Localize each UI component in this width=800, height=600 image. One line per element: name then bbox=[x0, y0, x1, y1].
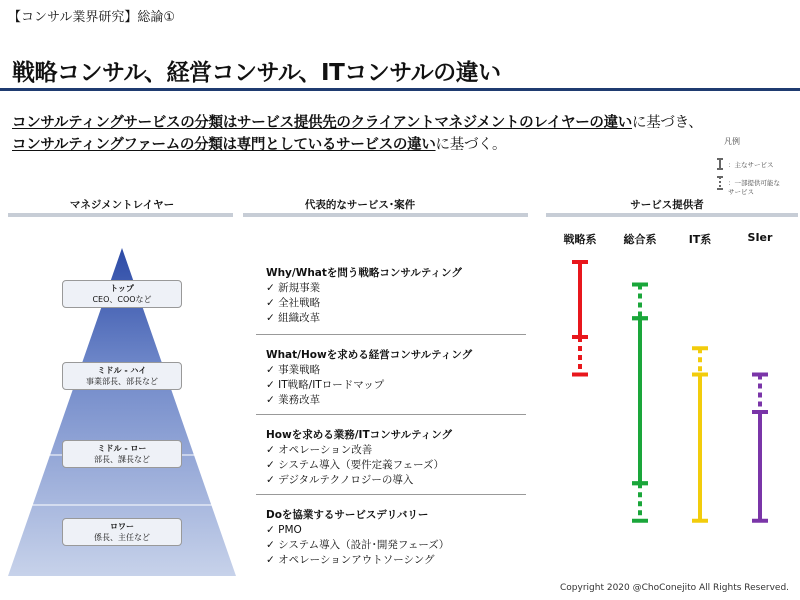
management-layer-heading: マネジメントレイヤー bbox=[69, 199, 175, 211]
layer-title: トップ bbox=[110, 284, 134, 293]
legend-partial-icon bbox=[716, 176, 724, 190]
check-icon: ✓ bbox=[266, 554, 275, 566]
layer-middle-low bbox=[62, 440, 182, 468]
check-icon: ✓ bbox=[266, 459, 275, 471]
summary-emphasis-2: コンサルティングファームの分類は専門としているサービスの違い bbox=[12, 137, 436, 153]
service-title: Why/Whatを問う戦略コンサルティング bbox=[266, 267, 462, 279]
service-divider bbox=[256, 334, 526, 335]
layer-desc: 事業部長、部長など bbox=[86, 377, 158, 386]
providers-rule bbox=[546, 213, 798, 217]
service-divider bbox=[256, 494, 526, 495]
provider-general: 総合系 bbox=[623, 233, 657, 246]
provider-coverage-chart bbox=[546, 250, 800, 580]
service-item: ✓ オペレーションアウトソーシング bbox=[266, 554, 435, 566]
provider-it: IT系 bbox=[688, 233, 712, 246]
summary-rest-1: に基づき、 bbox=[632, 115, 703, 131]
service-title: Howを求める業務/ITコンサルティング bbox=[266, 429, 453, 441]
copyright: Copyright 2020 @ChoConejito All Rights Reserved. bbox=[560, 583, 790, 593]
service-divider bbox=[256, 414, 526, 415]
title-divider bbox=[0, 88, 800, 91]
service-delivery bbox=[266, 508, 526, 568]
layer-middle-high bbox=[62, 362, 182, 390]
breadcrumb: 【コンサル業界研究】総論① bbox=[8, 10, 176, 25]
page-title: 戦略コンサル、経営コンサル、ITコンサルの違い bbox=[12, 60, 501, 86]
service-item: ✓ 業務改革 bbox=[266, 394, 321, 406]
summary-emphasis-1: コンサルティングサービスの分類はサービス提供先のクライアントマネジメントのレイヤーの違い bbox=[12, 115, 633, 131]
layer-lower bbox=[62, 518, 182, 546]
summary-rest-2: に基づく。 bbox=[435, 137, 507, 153]
layer-top bbox=[62, 280, 182, 308]
service-item: ✓ IT戦略/ITロードマップ bbox=[266, 379, 385, 391]
services-rule bbox=[243, 213, 528, 217]
service-management bbox=[266, 348, 526, 408]
legend-partial-label: ：一部提供可能な bbox=[728, 179, 780, 187]
service-title: What/Howを求める経営コンサルティング bbox=[266, 349, 473, 361]
check-icon: ✓ bbox=[266, 297, 275, 309]
layer-desc: CEO、COOなど bbox=[92, 295, 152, 304]
check-icon: ✓ bbox=[266, 312, 275, 324]
management-layer-rule bbox=[8, 213, 233, 217]
check-icon: ✓ bbox=[266, 282, 275, 294]
check-icon: ✓ bbox=[266, 444, 275, 456]
check-icon: ✓ bbox=[266, 539, 275, 551]
layer-title: ミドル - ロー bbox=[97, 444, 147, 453]
summary-line-1 bbox=[12, 111, 702, 132]
provider-strategy: 戦略系 bbox=[563, 233, 597, 246]
legend-main-label: ：主なサービス bbox=[728, 161, 774, 169]
layer-desc: 係長、主任など bbox=[94, 533, 150, 542]
providers-heading: サービス提供者 bbox=[630, 199, 704, 211]
service-item: ✓ オペレーション改善 bbox=[266, 444, 373, 456]
service-strategy bbox=[266, 266, 526, 326]
layer-title: ミドル - ハイ bbox=[97, 366, 147, 375]
legend-title: 凡例 bbox=[724, 137, 740, 146]
legend-main-icon bbox=[716, 158, 724, 170]
service-item: ✓ PMO bbox=[266, 524, 302, 536]
check-icon: ✓ bbox=[266, 524, 275, 536]
legend-partial-label-2: サービス bbox=[728, 188, 754, 196]
service-item: ✓ システム導入（設計･開発フェーズ） bbox=[266, 539, 450, 551]
check-icon: ✓ bbox=[266, 379, 275, 391]
service-item: ✓ システム導入（要件定義フェーズ） bbox=[266, 459, 445, 471]
service-title: Doを協業するサービスデリバリー bbox=[266, 509, 429, 521]
provider-sier: SIer bbox=[747, 231, 773, 244]
service-item: ✓ 組織改革 bbox=[266, 312, 321, 324]
layer-title: ロワー bbox=[110, 522, 134, 531]
service-item: ✓ 事業戦略 bbox=[266, 364, 321, 376]
summary-line-2 bbox=[12, 133, 506, 154]
services-heading: 代表的なサービス･案件 bbox=[304, 199, 416, 211]
layer-desc: 部長、課長など bbox=[94, 455, 150, 464]
service-item: ✓ 新規事業 bbox=[266, 282, 321, 294]
check-icon: ✓ bbox=[266, 394, 275, 406]
check-icon: ✓ bbox=[266, 474, 275, 486]
service-item: ✓ デジタルテクノロジーの導入 bbox=[266, 474, 414, 486]
check-icon: ✓ bbox=[266, 364, 275, 376]
service-operations-it bbox=[266, 428, 526, 488]
service-item: ✓ 全社戦略 bbox=[266, 297, 321, 309]
